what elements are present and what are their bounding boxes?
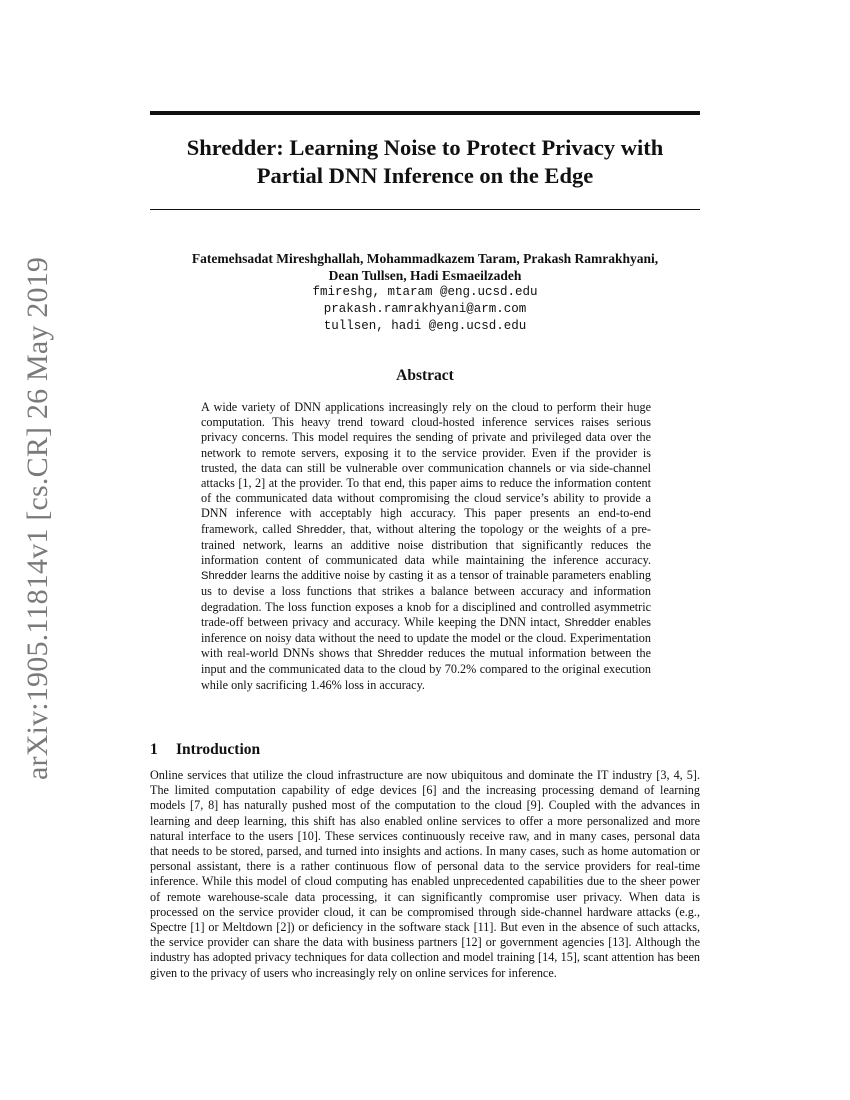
- abstract-text-2: , that, without altering the topology or the weights of a pre-trained network, learns an additive noise distribution that significantly reduces the information content of communicated data while maintaining the inference accuracy.: [201, 521, 651, 568]
- system-name: Shredder: [296, 523, 343, 536]
- title-rule-bottom: [150, 209, 700, 210]
- author-email-ucsd-2[interactable]: tullsen, hadi @eng.ucsd.edu: [323, 319, 527, 333]
- abstract-body: [201, 400, 651, 693]
- author-emails: [150, 284, 700, 335]
- system-name: Shredder: [564, 616, 611, 629]
- abstract-text-1: A wide variety of DNN applications increasingly rely on the cloud to perform their huge computation. This heavy trend toward cloud-hosted inference services raises serious privacy concerns. This model requires the sending of private and privileged data over the network to remote servers, exposing it to the service provider. Even if the provider is trusted, the data can still be vulnerable over communication channels or via side-channel attacks [1, 2] at the provider. To that end, this paper aims to reduce the information content of the communicated data without compromising the cloud service’s ability to provide a DNN inference with acceptably high accuracy. This paper presents an end-to-end framework, called: [201, 400, 651, 536]
- author-names-line-1: Fatemehsadat Mireshghallah, Mohammadkazem Taram, Prakash Ramrakhyani,: [191, 251, 659, 266]
- paper-title: [150, 134, 700, 190]
- system-name: Shredder: [201, 570, 248, 583]
- arxiv-identifier[interactable]: arXiv:1905.11814v1 [cs.CR] 26 May 2019: [21, 256, 54, 780]
- title-line-2: Partial DNN Inference on the Edge: [256, 163, 594, 188]
- author-email-arm[interactable]: prakash.ramrakhyani@arm.com: [323, 302, 527, 316]
- section-title: Introduction: [176, 741, 261, 758]
- section-number: 1: [150, 741, 158, 758]
- abstract-text-4: enables inference on noisy data without the need to update the model or the cloud. Experimentation with real-world DNNs shows that: [201, 614, 652, 661]
- section-heading-introduction: [150, 740, 700, 760]
- title-rule-top: [150, 111, 700, 115]
- abstract-text-5: reduces the mutual information between the input and the communicated data to the cloud by 70.2% compared to the original execution while only sacrificing 1.46% loss in accuracy.: [201, 646, 651, 692]
- title-line-1: Shredder: Learning Noise to Protect Privacy with: [186, 135, 664, 160]
- abstract-heading: Abstract: [396, 367, 454, 384]
- author-names: [150, 250, 700, 284]
- author-names-line-2: Dean Tullsen, Hadi Esmaeilzadeh: [328, 268, 522, 283]
- system-name: Shredder: [377, 648, 424, 661]
- author-email-ucsd-1[interactable]: fmireshg, mtaram @eng.ucsd.edu: [312, 285, 538, 299]
- author-block: [150, 250, 700, 335]
- abstract-text-3: learns the additive noise by casting it as a tensor of trainable parameters enabling us to devise a loss functions that strikes a balance between accuracy and information degradation. The loss function exposes a knob for a disciplined and controlled asymmetric trade-off between privacy and accuracy. While keeping the DNN intact,: [201, 568, 651, 629]
- introduction-paragraph: Online services that utilize the cloud infrastructure are now ubiquitous and dominate the IT industry [3, 4, 5]. The limited computation capability of edge devices [6] and the increasing processing demand of learning models [7, 8] has naturally pushed most of the computation to the cloud [9]. Coupled with the advances in learning and deep learning, this shift has also enabled online services to offer a more personalized and more natural interface to the users [10]. These services continuously receive raw, and in many cases, personal data that needs to be stored, parsed, and turned into insights and actions. In many cases, such as home automation or personal assistant, there is a rather continuous flow of personal data to the service providers for real-time inference. While this model of cloud computing has enabled unprecedented capabilities due to the sheer power of remote warehouse-scale data processing, it can significantly compromise user privacy. When data is processed on the service provider cloud, it can be compromised through side-channel hardware attacks (e.g., Spectre [1] or Meltdown [2]) or deficiency in the software stack [11]. But even in the absence of such attacks, the service provider can share the data with business partners [12] or government agencies [13]. Although the industry has adopted privacy techniques for data collection and model training [14, 15], scant attention has been given to the privacy of users who increasingly rely on online services for inference.: [150, 768, 700, 980]
